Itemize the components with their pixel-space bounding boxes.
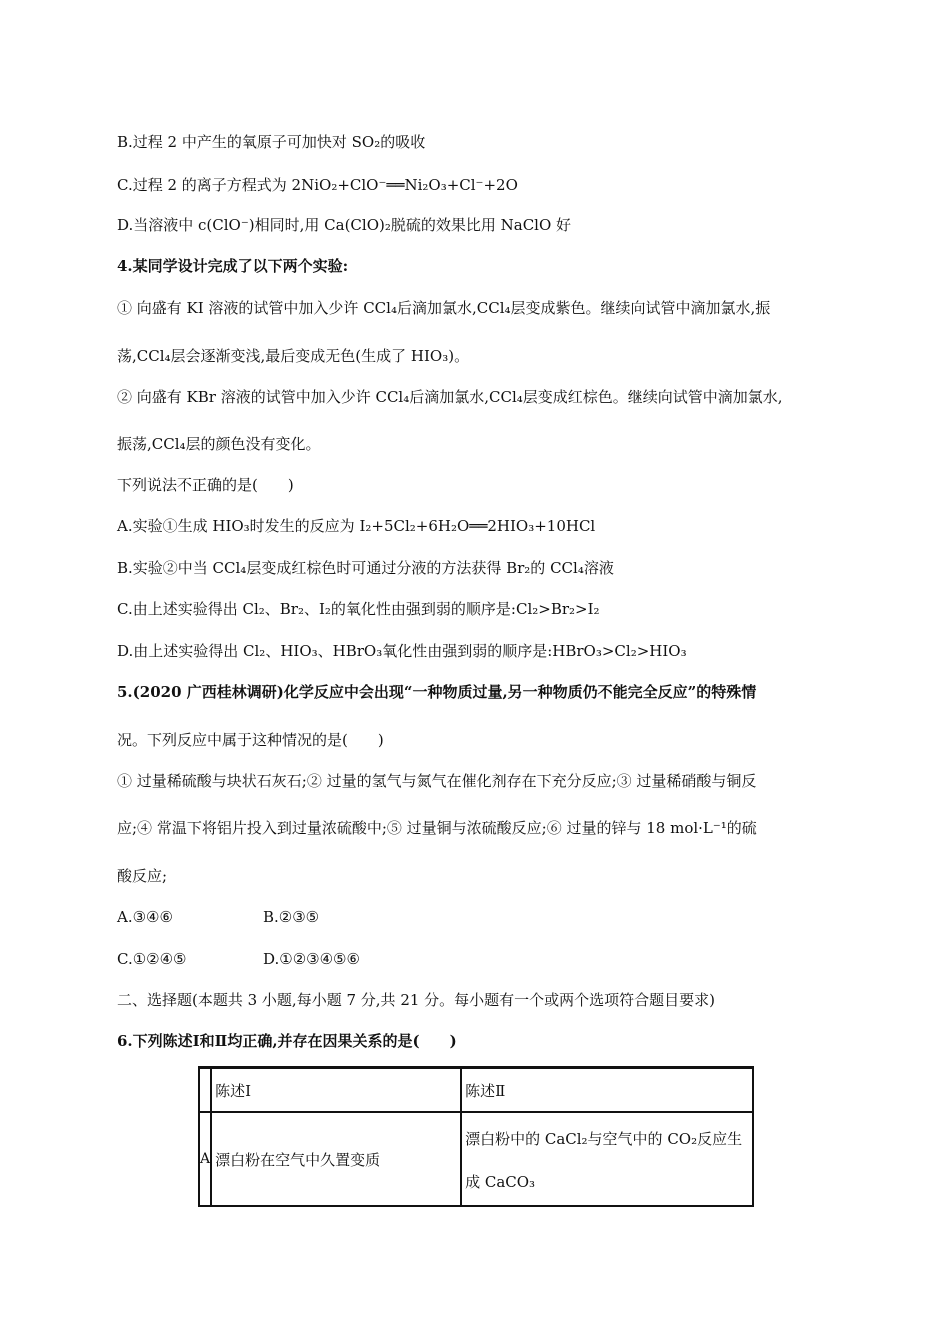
q4-option-c: C.由上述实验得出 Cl₂、Br₂、I₂的氧化性由强到弱的顺序是:Cl₂>Br₂>I₂ — [117, 600, 600, 618]
q5-stem-line2: 况。下列反应中属于这种情况的是( ) — [117, 731, 384, 749]
q4-option-a: A.实验①生成 HIO₃时发生的反应为 I₂+5Cl₂+6H₂O══2HIO₃+10HCl — [117, 517, 596, 535]
q4-option-d: D.由上述实验得出 Cl₂、HIO₃、HBrO₃氧化性由强到弱的顺序是:HBrO₃>Cl₂>HIO₃ — [117, 642, 687, 660]
q4-experiment1-line1: ① 向盛有 KI 溶液的试管中加入少许 CCl₄后滴加氯水,CCl₄层变成紫色。继续向试管中滴加氯水,振 — [117, 299, 771, 317]
q5-items-line1: ① 过量稀硫酸与块状石灰石;② 过量的氢气与氮气在催化剂存在下充分反应;③ 过量稀硝酸与铜反 — [117, 772, 757, 790]
q5-option-a: A.③④⑥ — [117, 908, 173, 926]
q5-items-line2: 应;④ 常温下将铝片投入到过量浓硫酸中;⑤ 过量铜与浓硫酸反应;⑥ 过量的锌与 18 mol·L⁻¹的硫 — [117, 819, 757, 837]
q4-title: 4.某同学设计完成了以下两个实验: — [117, 257, 349, 275]
table-row — [199, 1112, 753, 1206]
table-row-label: A — [199, 1112, 211, 1206]
statement2-line1: 漂白粉中的 CaCl₂与空气中的 CO₂反应生 — [465, 1130, 743, 1148]
q5-option-d: D.①②③④⑤⑥ — [263, 950, 360, 968]
q4-option-b: B.实验②中当 CCl₄层变成红棕色时可通过分液的方法获得 Br₂的 CCl₄溶液 — [117, 559, 614, 577]
q5-stem-text: 5.(2020 广西桂林调研)化学反应中会出现“一种物质过量,另一种物质仍不能完全反应”的特殊情 — [117, 683, 757, 701]
table-header-statement1: 陈述Ⅰ — [211, 1068, 461, 1113]
q5-option-b: B.②③⑤ — [263, 908, 320, 926]
q3-option-d: D.当溶液中 c(ClO⁻)相同时,用 Ca(ClO)₂脱硫的效果比用 NaClO 好 — [117, 216, 572, 234]
q5-option-c: C.①②④⑤ — [117, 950, 187, 968]
table-header-row — [199, 1068, 753, 1113]
table-header-statement2: 陈述Ⅱ — [461, 1068, 753, 1113]
q5-stem-line1 — [117, 682, 756, 702]
q6-table — [198, 1066, 754, 1207]
q5-items-line3: 酸反应; — [117, 867, 168, 885]
section-2-heading: 二、选择题(本题共 3 小题,每小题 7 分,共 21 分。每小题有一个或两个选项符合题目要求) — [117, 991, 716, 1009]
q4-experiment1-line2: 荡,CCl₄层会逐渐变浅,最后变成无色(生成了 HIO₃)。 — [117, 347, 470, 365]
q4-stem: 下列说法不正确的是( ) — [117, 476, 294, 494]
q4-experiment2-line2: 振荡,CCl₄层的颜色没有变化。 — [117, 435, 321, 453]
statement2-line2: 成 CaCO₃ — [465, 1173, 536, 1191]
q3-option-c: C.过程 2 的离子方程式为 2NiO₂+ClO⁻══Ni₂O₃+Cl⁻+2O — [117, 176, 518, 194]
table-cell-statement2 — [461, 1112, 753, 1206]
q6-stem: 6.下列陈述Ⅰ和Ⅱ均正确,并存在因果关系的是( ) — [117, 1032, 457, 1050]
table-cell-statement1: 漂白粉在空气中久置变质 — [211, 1112, 461, 1206]
q4-experiment2-line1: ② 向盛有 KBr 溶液的试管中加入少许 CCl₄后滴加氯水,CCl₄层变成红棕色。继续向试管中滴加氯水, — [117, 388, 783, 406]
q3-option-b: B.过程 2 中产生的氧原子可加快对 SO₂的吸收 — [117, 133, 426, 151]
table-corner-cell — [199, 1068, 211, 1113]
